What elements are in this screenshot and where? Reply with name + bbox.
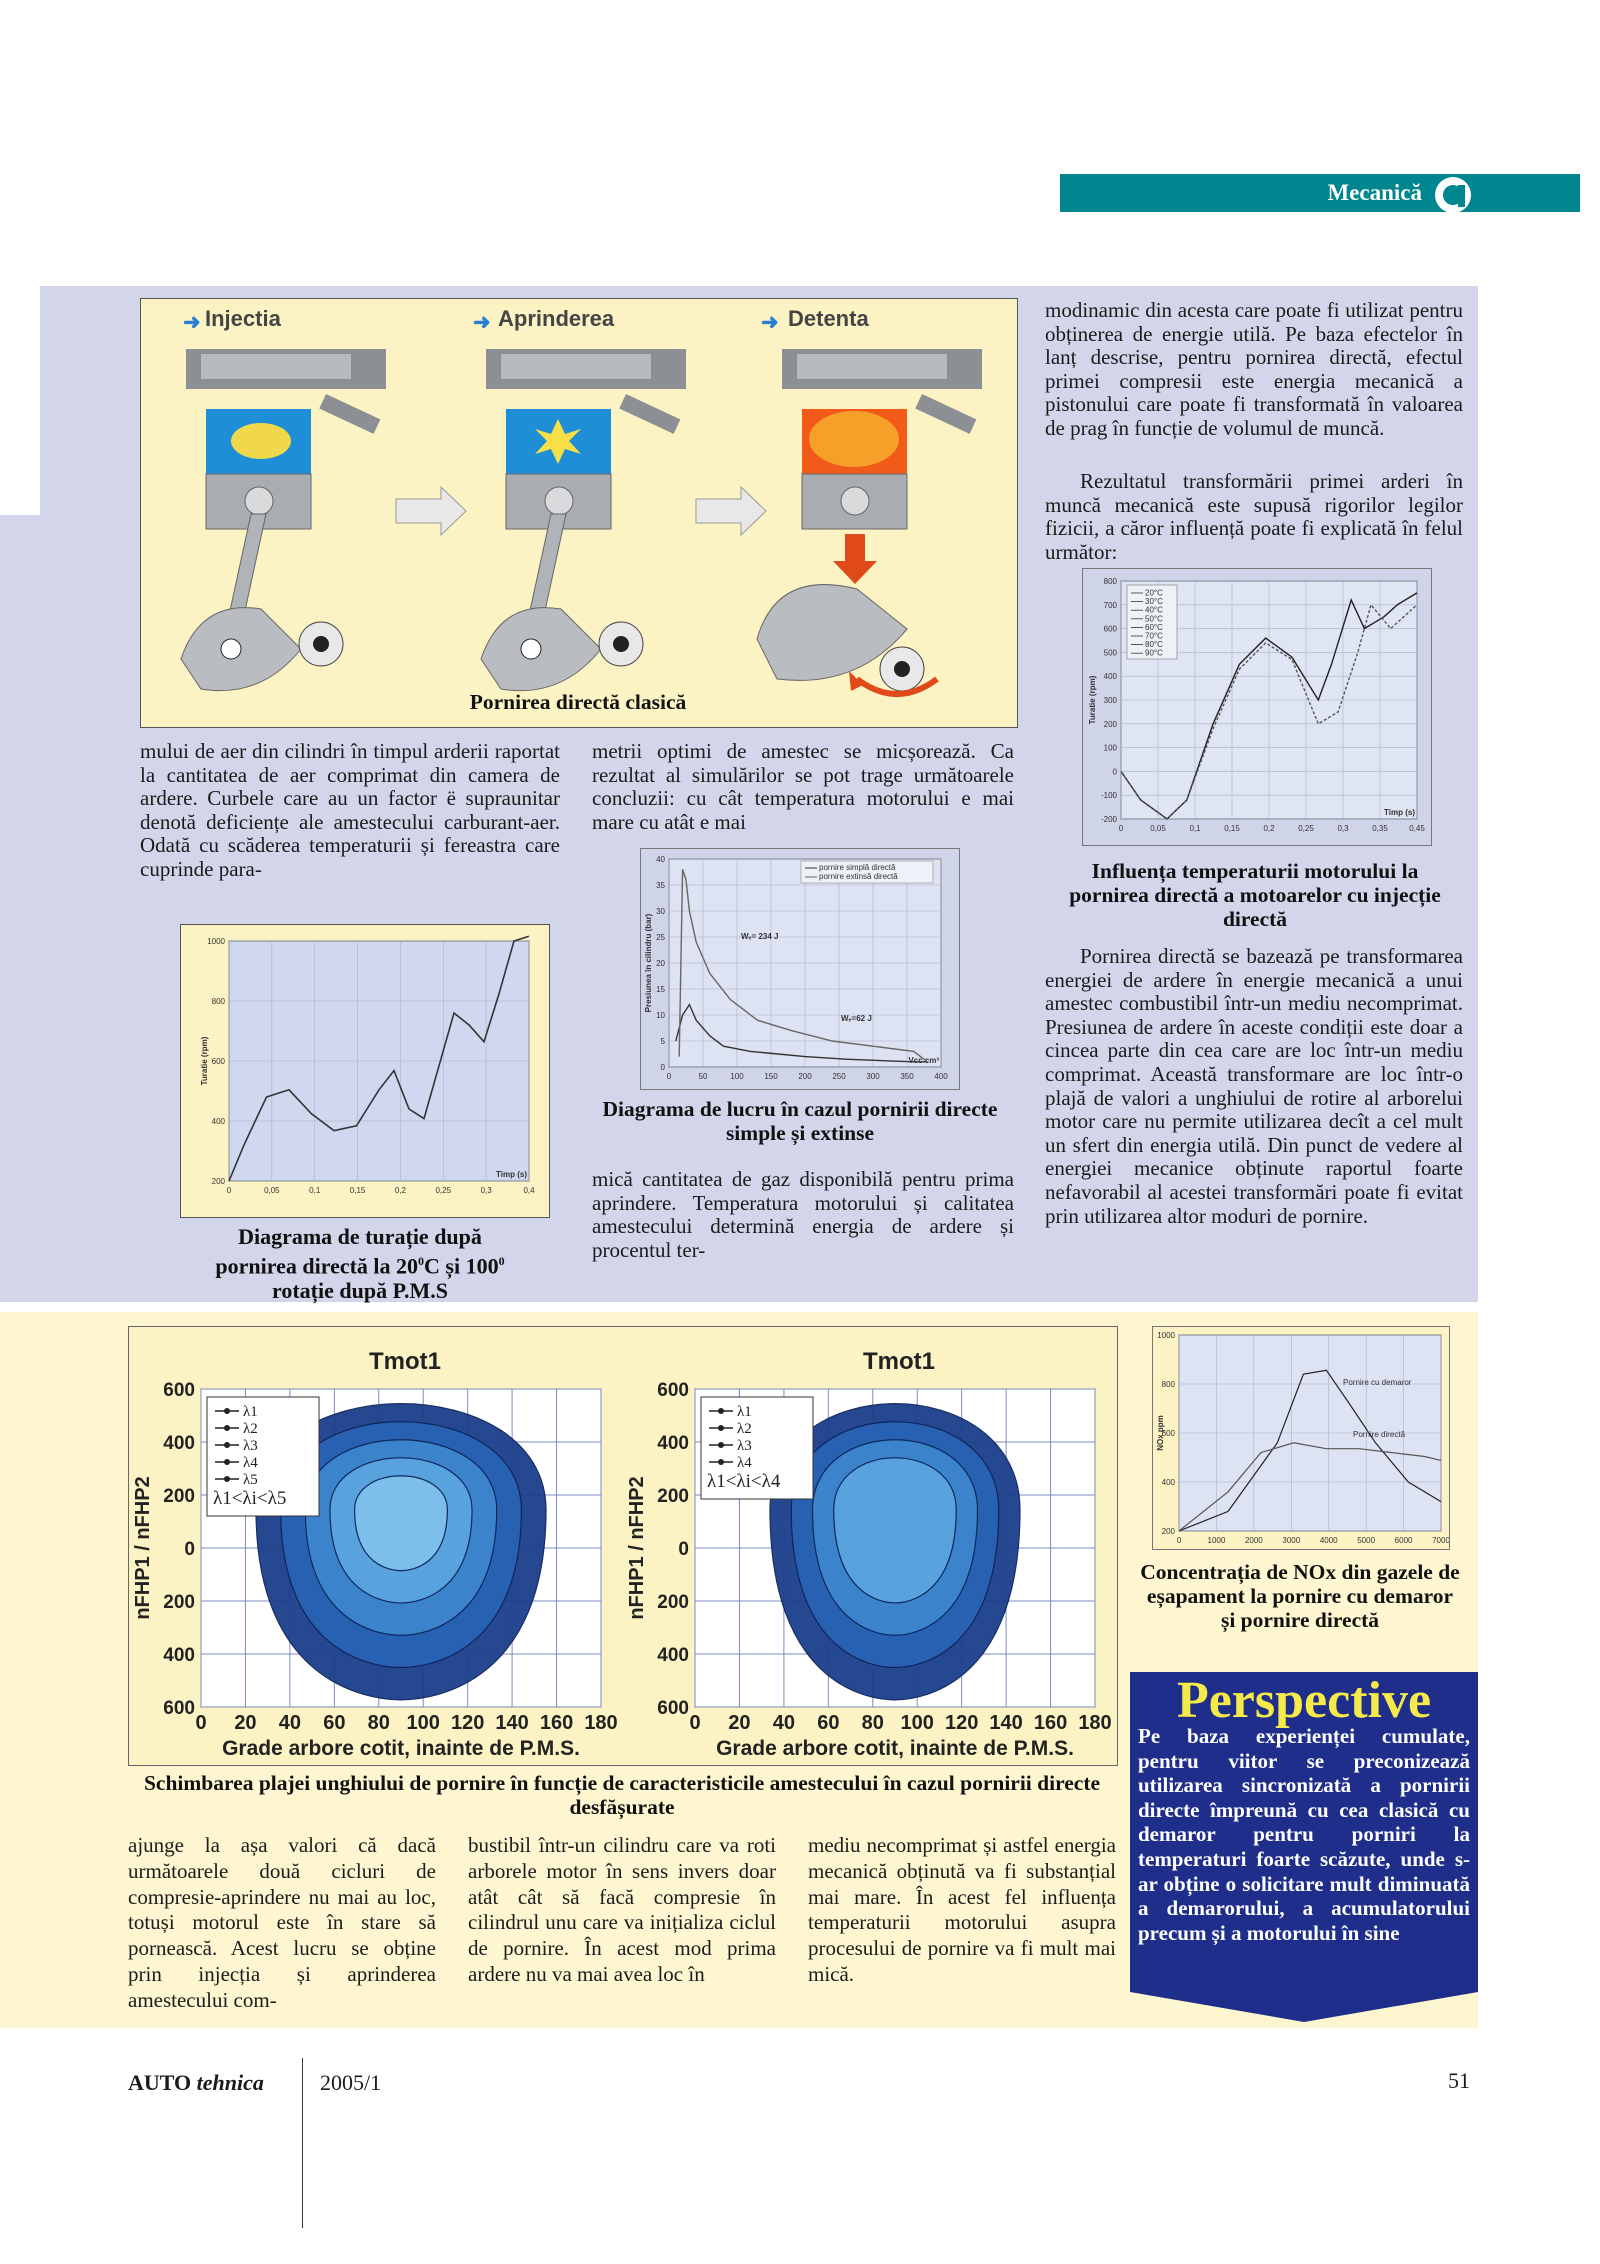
legend-label: λ3 xyxy=(737,1438,752,1454)
right-column-top-text-2: Rezultatul transformării primei arderi în muncă mecanică este supusă rigorilor legilor fizicii, a căror influență poate fi explicată în felul următor: xyxy=(1045,469,1463,564)
legend-marker xyxy=(718,1442,724,1448)
legend-label: 50°C xyxy=(1145,614,1163,624)
y-tick-label: 600 xyxy=(211,1057,225,1066)
x-tick-label: 60 xyxy=(323,1712,346,1734)
x-tick-label: 20 xyxy=(728,1712,751,1734)
legend-label: λ1 xyxy=(243,1404,258,1420)
y-tick-label: 35 xyxy=(656,881,665,890)
y-tick-label: 600 xyxy=(163,1698,195,1719)
y-tick-label: 400 xyxy=(657,1433,689,1454)
section-title: Mecanică xyxy=(1327,180,1422,205)
y-tick-label: 1000 xyxy=(1157,1331,1175,1340)
a-logo-icon xyxy=(1432,174,1474,216)
x-tick-label: 150 xyxy=(764,1072,778,1081)
legend-label: λ4 xyxy=(737,1455,752,1471)
chart-temperature-influence xyxy=(1082,568,1432,846)
y-tick-label: 5 xyxy=(660,1037,665,1046)
x-tick-label: 2000 xyxy=(1244,1536,1263,1545)
legend-label: λ2 xyxy=(737,1421,752,1437)
legend-marker xyxy=(718,1425,724,1431)
chart-turatie-caption xyxy=(140,1224,580,1303)
x-tick-label: 300 xyxy=(866,1072,880,1081)
chart-lucru xyxy=(640,848,960,1090)
polar-chart-2 xyxy=(626,1348,1112,1760)
legend-label: 20°C xyxy=(1145,588,1163,598)
legend-label: λ2 xyxy=(243,1421,258,1437)
legend-label: λ3 xyxy=(243,1438,258,1454)
x-tick-label: 180 xyxy=(584,1712,618,1734)
y-tick-label: 600 xyxy=(163,1380,195,1401)
x-tick-label: 0,15 xyxy=(1224,824,1240,833)
x-tick-label: 140 xyxy=(989,1712,1023,1734)
y-tick-label: 400 xyxy=(211,1117,225,1126)
svg-text:➜: ➜ xyxy=(183,311,201,334)
x-tick-label: 0 xyxy=(1118,824,1124,833)
chart-nox xyxy=(1152,1326,1450,1550)
legend-marker xyxy=(224,1442,230,1448)
legend-marker xyxy=(224,1408,230,1414)
legend-label: 70°C xyxy=(1145,631,1163,641)
x-axis-label: Grade arbore cotit, inainte de P.M.S. xyxy=(716,1737,1074,1760)
x-tick-label: 100 xyxy=(730,1072,744,1081)
y-tick-label: 20 xyxy=(656,959,665,968)
annotation-we-234: Wₑ= 234 J xyxy=(741,932,779,941)
x-tick-label: 0 xyxy=(689,1712,701,1734)
x-tick-label: 0,3 xyxy=(1337,824,1349,833)
y-tick-label: 300 xyxy=(1103,696,1117,705)
x-tick-label: 100 xyxy=(406,1712,440,1734)
y-tick-label: 15 xyxy=(656,985,665,994)
lambda-region xyxy=(834,1458,957,1603)
y-axis-label: Turatie (rpm) xyxy=(200,1036,209,1086)
x-tick-label: 60 xyxy=(817,1712,840,1734)
x-tick-label: 100 xyxy=(900,1712,934,1734)
bottom-column-1: ajunge la așa valori că dacă următoarele două cicluri de compresie-aprindere nu mai au loc, totuși motorul este în stare să pornească. Acest lucru se obține prin injecția și aprinderea amestecului com- xyxy=(128,1833,436,2012)
x-tick-label: 0,2 xyxy=(1263,824,1275,833)
figure-caption-pornirea-directa: Pornirea directă clasică xyxy=(469,690,687,714)
legend-marker xyxy=(718,1408,724,1414)
legend-label: λ1 xyxy=(737,1404,752,1420)
legend-note: λ1<λi<λ5 xyxy=(213,1488,287,1509)
svg-text:➜: ➜ xyxy=(473,311,491,334)
x-tick-label: 80 xyxy=(861,1712,884,1734)
series-label-demaror: Pornire cu demaror xyxy=(1343,1378,1412,1387)
legend xyxy=(207,1397,319,1516)
x-axis-label: Grade arbore cotit, inainte de P.M.S. xyxy=(222,1737,580,1760)
caption-line-2: pornirea directă la $20^0C$ și $100^0$ xyxy=(215,1253,505,1279)
x-tick-label: 180 xyxy=(1078,1712,1112,1734)
left-white-notch xyxy=(0,286,40,515)
polar-figure-caption: Schimbarea plajei unghiului de pornire în funcție de caracteristicile amestecului în cazul pornirii directe desfășurate xyxy=(143,1771,1101,1819)
x-tick-label: 350 xyxy=(900,1072,914,1081)
legend-label: pornire extinsă directă xyxy=(819,872,898,881)
x-axis-label: Vcc cm³ xyxy=(908,1056,939,1065)
x-tick-label: 20 xyxy=(234,1712,257,1734)
x-tick-label: 160 xyxy=(539,1712,574,1734)
y-tick-label: 600 xyxy=(657,1698,689,1719)
x-tick-label: 3000 xyxy=(1282,1536,1301,1545)
y-axis-label: nFHP1 / nFHP2 xyxy=(132,1476,154,1620)
x-tick-label: 0,05 xyxy=(1150,824,1166,833)
y-tick-label: 200 xyxy=(657,1486,689,1507)
x-tick-label: 0 xyxy=(195,1712,207,1734)
y-tick-label: 800 xyxy=(211,997,225,1006)
mid-column-mid-text-2: mică cantitatea de gaz disponibilă pentru prima aprindere. Temperatura motorului și calitatea amestecului determină energia de ardere și procentul ter- xyxy=(592,1167,1014,1262)
caption-line-3: rotație după P.M.S xyxy=(271,1278,449,1304)
x-tick-label: 0,45 xyxy=(1409,824,1425,833)
x-tick-label: 0 xyxy=(666,1072,672,1081)
legend-label: λ5 xyxy=(243,1472,258,1488)
x-tick-label: 0,35 xyxy=(1372,824,1388,833)
y-tick-label: 200 xyxy=(163,1592,195,1613)
y-tick-label: -100 xyxy=(1100,791,1117,801)
x-tick-label: 250 xyxy=(832,1072,846,1081)
left-margin-bar xyxy=(0,515,40,1302)
y-tick-label: -200 xyxy=(1100,815,1117,824)
x-tick-label: 0,25 xyxy=(1298,824,1314,833)
stage-label-injectia: Injectia xyxy=(205,306,281,331)
x-tick-label: 40 xyxy=(278,1712,302,1734)
legend xyxy=(701,1397,813,1499)
y-tick-label: 200 xyxy=(657,1592,689,1613)
x-tick-label: 0,1 xyxy=(309,1186,321,1195)
caption-line-1: Diagrama de turație după xyxy=(238,1224,482,1249)
x-tick-label: 0,4 xyxy=(523,1186,535,1195)
x-axis-label: Timp (s) xyxy=(496,1170,527,1179)
legend-marker xyxy=(224,1476,230,1482)
stage-label-detenta: Detenta xyxy=(788,306,869,331)
legend-marker xyxy=(718,1459,724,1465)
left-column-mid-text: mului de aer din cilindri în timpul arderii raportat la cantitatea de aer comprimat din camera de ardere. Curbele care au un factor ë supraunitar denotă deficiențe ale amestecului carburant-aer. Odată cu scăderea temperaturii și fereastra care cuprinde para- xyxy=(140,739,560,881)
x-tick-label: 140 xyxy=(495,1712,529,1734)
x-tick-label: 6000 xyxy=(1394,1536,1413,1545)
series-label-directa: Pornire directă xyxy=(1353,1430,1406,1439)
y-tick-label: 700 xyxy=(1103,600,1117,610)
y-tick-label: 400 xyxy=(163,1645,195,1666)
y-tick-label: 400 xyxy=(163,1433,195,1454)
y-axis-label: nFHP1 / nFHP2 xyxy=(626,1476,648,1620)
y-tick-label: 500 xyxy=(1103,648,1117,658)
y-tick-label: 0 xyxy=(660,1063,665,1072)
legend-label: 30°C xyxy=(1145,597,1163,607)
x-tick-label: 4000 xyxy=(1319,1536,1338,1545)
stage-label-aprinderea: Aprinderea xyxy=(498,306,615,331)
legend-label: 60°C xyxy=(1145,622,1163,632)
x-axis-label: Timp (s) xyxy=(1384,808,1415,817)
polar-chart-1 xyxy=(132,1348,618,1760)
legend-note: λ1<λi<λ4 xyxy=(707,1471,781,1492)
footer-page-number: 51 xyxy=(1448,2068,1470,2093)
bottom-column-3: mediu necomprimat și astfel energia mecanică obținută va fi substanțial mai mare. În acest fel influența temperaturii motorului asupra procesului de pornire va fi mult mai mică. xyxy=(808,1833,1116,1986)
y-tick-label: 400 xyxy=(1161,1478,1175,1487)
x-tick-label: 80 xyxy=(367,1712,390,1734)
y-tick-label: 100 xyxy=(1103,743,1117,753)
chart-temperature-caption: Influența temperaturii motorului la pornirea directă a motoarelor cu injecție directă xyxy=(1069,859,1441,931)
y-tick-label: 200 xyxy=(1103,719,1117,729)
y-tick-label: 0 xyxy=(1112,767,1117,777)
right-column-mid-text: Pornirea directă se bazează pe transformarea energiei de ardere în energie mecanică a unui amestec combustibil într-un mediu necomprimat. Presiunea de ardere în aceste condiții este doar a cincea parte din cea care are loc într-un mediu comprimat. Această transformare are loc într-o plajă de valori a unghiului de rotire al arborelui motor care nu permite utilizarea decît a cel mult un sfert din energia utilă. Din punct de vedere al energiei mecanice obținute raportul foarte nefavorabil al acestei transformări poate fi evitat prin utilizarea altor moduri de pornire. xyxy=(1045,944,1463,1228)
y-tick-label: 0 xyxy=(184,1539,195,1560)
x-tick-label: 0,3 xyxy=(480,1186,492,1195)
polar-figure xyxy=(128,1326,1118,1766)
legend-label: pornire simplă directă xyxy=(819,863,896,872)
x-tick-label: 7000 xyxy=(1432,1536,1449,1545)
bottom-column-2: bustibil într-un cilindru care va roti arborele motor în sens invers doar atât cât să facă compresie în cilindrul unu care va inițializa ciclul de pornire. În acest mod prima ardere nu va mai avea loc în xyxy=(468,1833,776,1986)
footer-brand: AUTO tehnica xyxy=(128,2070,264,2095)
y-tick-label: 800 xyxy=(1103,577,1117,586)
y-axis-label: Presiunea în cilindru (bar) xyxy=(644,913,653,1013)
legend-marker xyxy=(224,1459,230,1465)
x-tick-label: 400 xyxy=(934,1072,948,1081)
annotation-we-62: Wₑ=62 J xyxy=(841,1014,872,1023)
footer-divider xyxy=(302,2058,303,2228)
y-tick-label: 800 xyxy=(1161,1380,1175,1389)
y-tick-label: 200 xyxy=(211,1177,225,1186)
y-tick-label: 40 xyxy=(656,855,665,864)
legend-label: 40°C xyxy=(1145,605,1163,615)
x-tick-label: 0,1 xyxy=(1189,824,1201,833)
x-tick-label: 0,05 xyxy=(264,1186,280,1195)
y-tick-label: 600 xyxy=(657,1380,689,1401)
x-tick-label: 50 xyxy=(698,1072,708,1081)
y-tick-label: 0 xyxy=(678,1539,689,1560)
x-tick-label: 120 xyxy=(450,1712,485,1734)
legend-label: 80°C xyxy=(1145,640,1163,650)
x-tick-label: 0 xyxy=(1176,1536,1182,1545)
y-axis-label: NOx ppm xyxy=(1156,1415,1165,1451)
chart-nox-caption: Concentrația de NOx din gazele de eșapament la pornire cu demaror și pornire directă xyxy=(1140,1560,1460,1632)
y-axis-label: Turatie (rpm) xyxy=(1088,675,1097,725)
x-tick-label: 0 xyxy=(226,1186,232,1195)
svg-text:➜: ➜ xyxy=(761,311,779,334)
mid-column-mid-text: metrii optimi de amestec se micșorează. Ca rezultat al simulărilor se pot trage următoarele concluzii: cu cât temperatura motorului e mai mare cu atât e mai xyxy=(592,739,1014,834)
engine-stages-figure xyxy=(140,298,1018,728)
x-tick-label: 160 xyxy=(1033,1712,1068,1734)
perspective-text: Pe baza experienței cumulate, pentru viitor se preconizează utilizarea sincronizată a pornirii directe împreună cu cea clasică cu demaror pentru porniri la temperaturi foarte scăzute, unde s-ar obține o solicitare mult diminuată a demarorului, a acumulatorului precum și a motorului în sine xyxy=(1138,1724,1470,1945)
chart-title: Tmot1 xyxy=(863,1348,935,1375)
perspective-box xyxy=(1130,1672,1478,2022)
y-tick-label: 200 xyxy=(163,1486,195,1507)
x-tick-label: 40 xyxy=(772,1712,796,1734)
legend xyxy=(1127,585,1177,659)
x-tick-label: 0,25 xyxy=(435,1186,452,1195)
legend-marker xyxy=(224,1425,230,1431)
footer-issue: 2005/1 xyxy=(320,2070,382,2095)
y-tick-label: 10 xyxy=(656,1011,665,1020)
y-tick-label: 25 xyxy=(656,933,665,942)
perspective-title: Perspective xyxy=(1176,1672,1432,1729)
lambda-region xyxy=(355,1476,448,1571)
chart-lucru-caption: Diagrama de lucru în cazul pornirii directe simple și extinse xyxy=(602,1097,998,1145)
x-tick-label: 0,15 xyxy=(349,1186,366,1195)
y-tick-label: 400 xyxy=(657,1645,689,1666)
right-column-top-text: modinamic din acesta care poate fi utilizat pentru obținerea de energie utilă. Pe baza efectelor în lanț descrise, pentru pornirea directă, efectul primei compresii este energia mecanică a pistonului care poate fi transformată în valoarea de prag în funcție de volumul de muncă. xyxy=(1045,298,1463,440)
x-tick-label: 0,2 xyxy=(394,1186,406,1195)
chart-title: Tmot1 xyxy=(369,1348,441,1375)
chart-turatie xyxy=(180,924,550,1218)
y-tick-label: 400 xyxy=(1103,672,1117,682)
y-tick-label: 1000 xyxy=(207,937,225,946)
x-tick-label: 120 xyxy=(944,1712,979,1734)
legend-label: λ4 xyxy=(243,1455,258,1471)
x-tick-label: 1000 xyxy=(1207,1536,1226,1545)
y-tick-label: 200 xyxy=(1161,1527,1175,1536)
x-tick-label: 200 xyxy=(798,1072,812,1081)
x-tick-label: 5000 xyxy=(1357,1536,1376,1545)
y-tick-label: 30 xyxy=(656,907,665,916)
y-tick-label: 600 xyxy=(1161,1429,1175,1438)
legend-label: 90°C xyxy=(1145,648,1163,658)
y-tick-label: 600 xyxy=(1103,624,1117,634)
